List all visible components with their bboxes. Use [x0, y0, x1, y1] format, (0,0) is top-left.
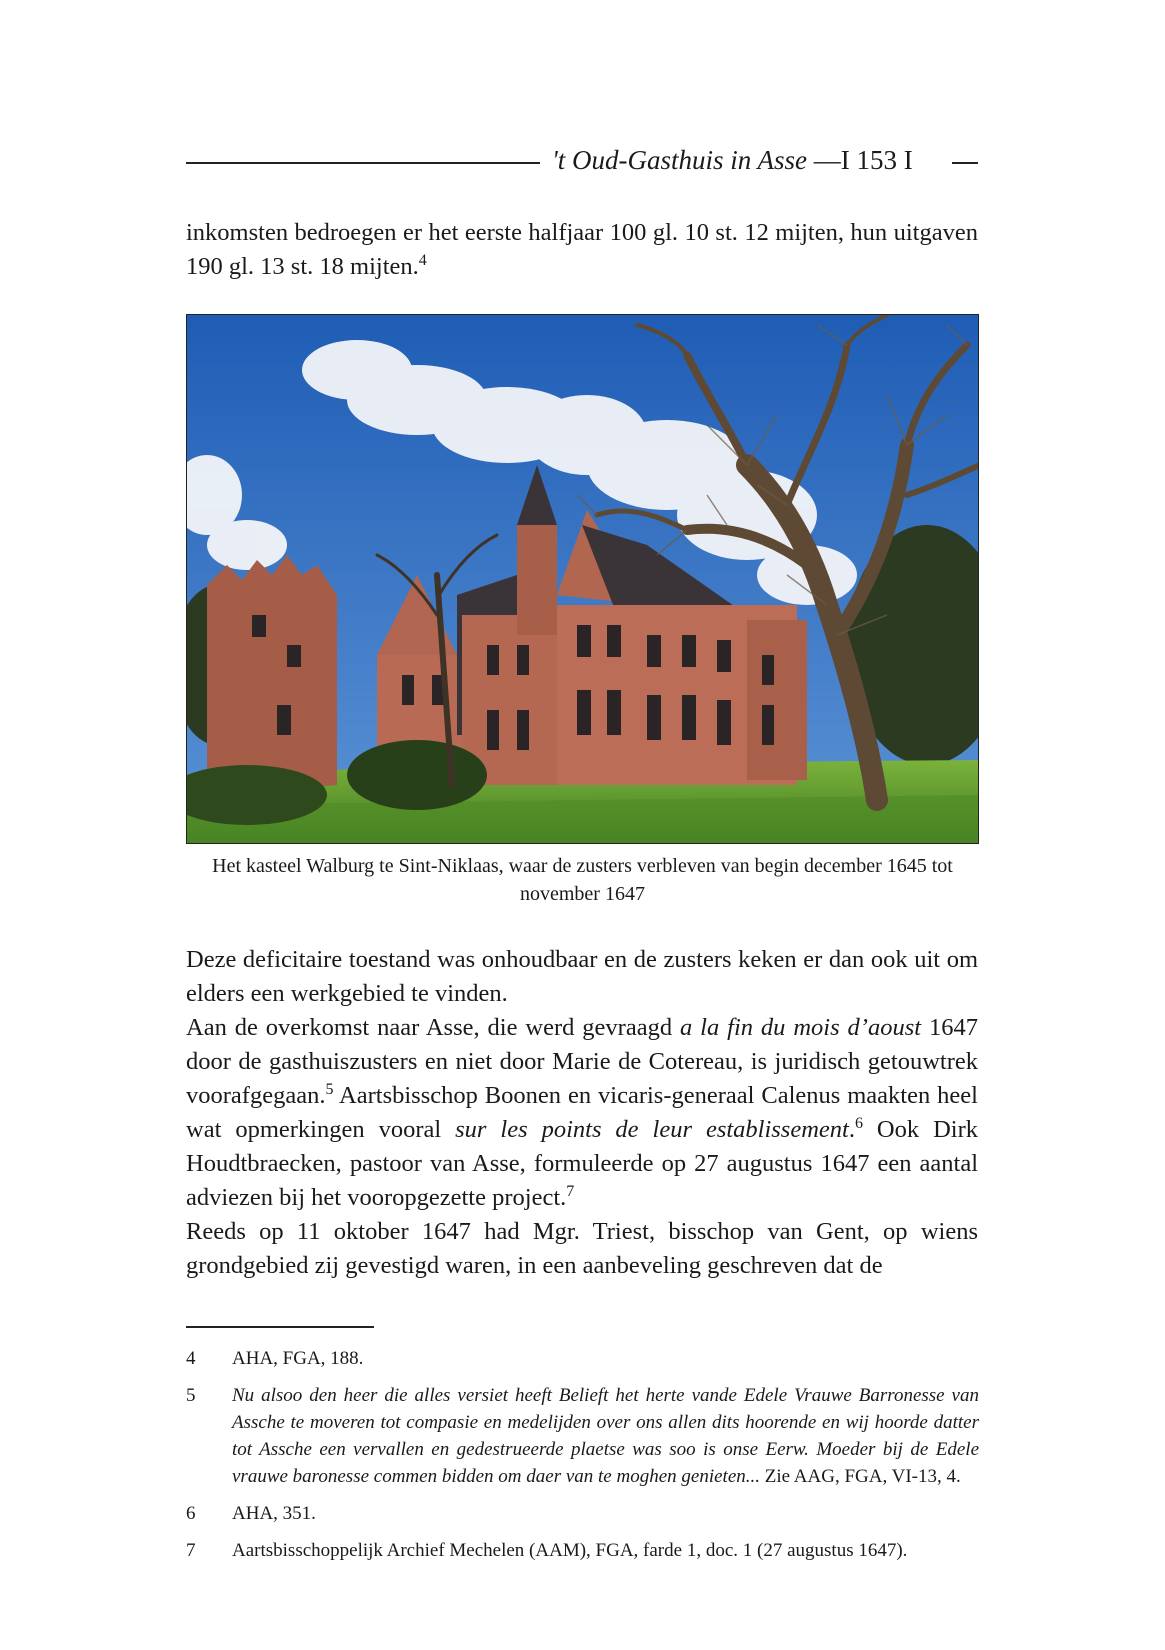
paragraph-top: inkomsten bedroegen er het eerste halfjaar 100 gl. 10 st. 12 mijten, hun uitgaven 190 gl. 13 st. 18 mijten.$^4$ — [186, 219, 978, 280]
footnote-7: 7 Aartsbisschoppelijk Archief Mechelen (AAM), FGA, farde 1, doc. 1 (27 augustus 1647). — [186, 1540, 908, 1561]
footnote-ref-6: 6 — [854, 1114, 863, 1132]
footnotes — [186, 1345, 979, 1574]
header-rule-left — [186, 162, 540, 164]
footnote-5: 5 Nu alsoo den heer die alles versiet heeft Belieft het herte vande Edele Vrauwe Barronesse van Assche te moveren tot compasie en medelijden over ons allen dits hoorende en wij hoorde datter tot Assche een vervallen en gedestrueerde plaetse was soo is onse Eerw. Moeder bij de Edele vrauwe baronesse commen bidden om daer van te moghen genieten... Zie AAG, FGA, VI-13, 4. — [186, 1385, 979, 1487]
page-number: I 153 I — [840, 145, 913, 175]
castle-photo — [186, 314, 979, 844]
footnote-ref-4: 4 — [418, 251, 427, 269]
main-text — [186, 943, 978, 1283]
figure-caption: Het kasteel Walburg te Sint-Niklaas, waar de zusters verbleven van begin december 1645 tot november 1647 — [212, 855, 953, 905]
header-rule-right — [952, 162, 978, 164]
footnote-6: 6 AHA, 351. — [186, 1503, 316, 1524]
footnote-rule — [186, 1326, 374, 1328]
footnote-ref-5: 5 — [325, 1080, 334, 1098]
paragraph-1: Deze deficitaire toestand was onhoudbaar en de zusters keken er dan ook uit om elders een werkgebied te vinden. — [186, 946, 978, 1007]
footnote-ref-7: 7 — [566, 1182, 575, 1200]
footnote-4: 4 AHA, FGA, 188. — [186, 1348, 364, 1369]
running-title: 't Oud-Gasthuis in Asse —I 153 I — [552, 145, 913, 175]
paragraph-2: Aan de overkomst naar Asse, die werd gevraagd a la fin du mois d’aoust 1647 door de gasthuiszusters en niet door Marie de Cotereau, is juridisch getouwtrek voorafgegaan.$^5$ Aartsbisschop Boonen en vicaris-generaal Calenus maakten heel wat opmerkingen vooral sur les points de leur establissement.$^6$ Ook Dirk Houdtbraecken, pastoor van Asse, formuleerde op 27 augustus 1647 een aantal adviezen bij het vooropgezette project.$^7$ — [186, 1014, 978, 1211]
paragraph-3: Reeds op 11 oktober 1647 had Mgr. Triest, bisschop van Gent, op wiens grondgebied zij gevestigd waren, in een aanbeveling geschreven dat de — [186, 1218, 978, 1279]
running-header — [186, 145, 978, 175]
